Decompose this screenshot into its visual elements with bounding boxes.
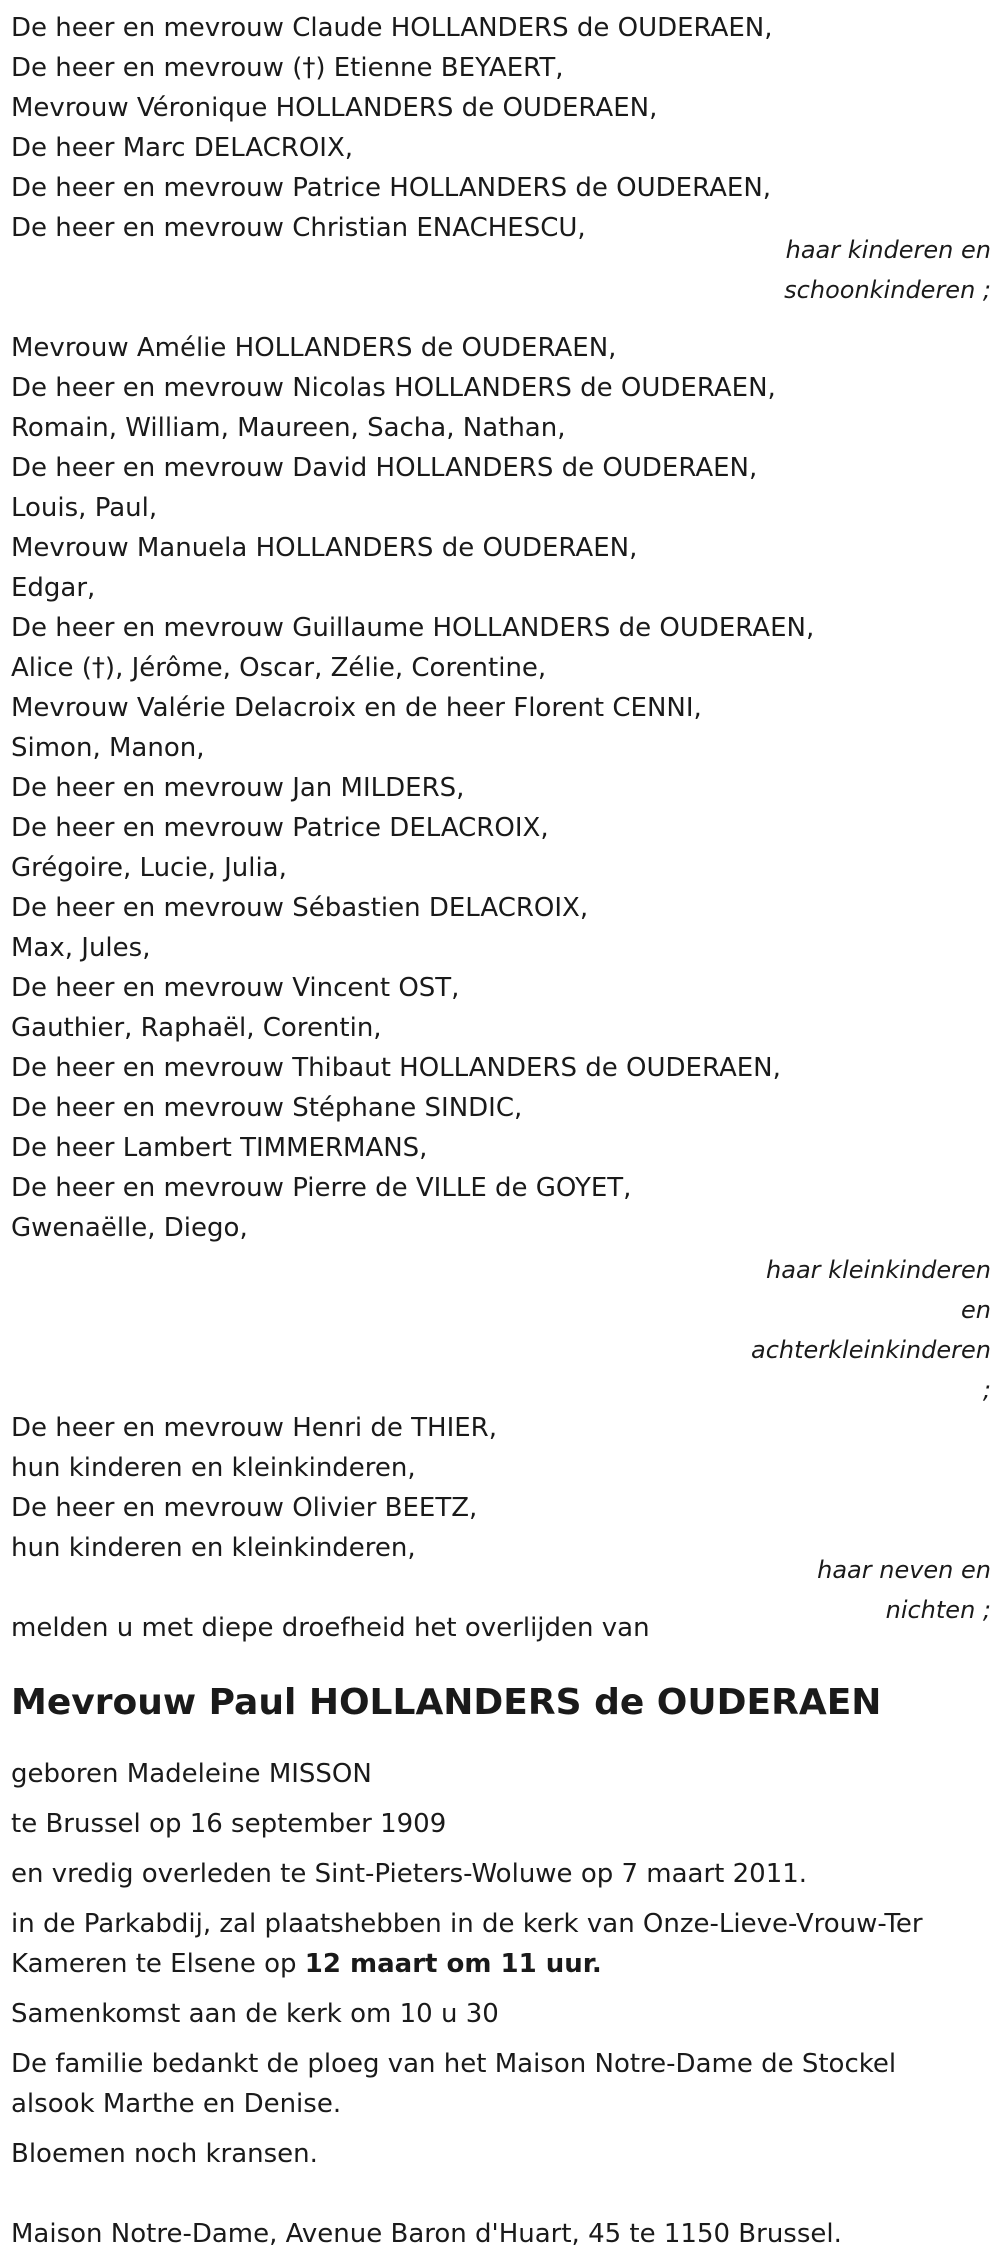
- relation-line: haar kleinkinderen: [766, 1256, 991, 1284]
- list-item: De heer en mevrouw David HOLLANDERS de OUDERAEN,: [11, 453, 758, 483]
- children-relation-label: [784, 230, 991, 310]
- list-item: De heer Marc DELACROIX,: [11, 133, 354, 163]
- list-item: De heer en mevrouw Patrice HOLLANDERS de OUDERAEN,: [11, 173, 772, 203]
- grandchildren-relation-label: [751, 1250, 991, 1410]
- list-item: De heer en mevrouw Guillaume HOLLANDERS de OUDERAEN,: [11, 613, 815, 643]
- list-item: hun kinderen en kleinkinderen,: [11, 1453, 416, 1483]
- list-item: Louis, Paul,: [11, 493, 158, 523]
- death-place-date: en vredig overleden te Sint-Pieters-Woluwe op 7 maart 2011.: [11, 1859, 808, 1889]
- list-item: Max, Jules,: [11, 933, 151, 963]
- list-item: De heer Lambert TIMMERMANS,: [11, 1133, 428, 1163]
- list-item: hun kinderen en kleinkinderen,: [11, 1533, 416, 1563]
- relation-line: nichten ;: [885, 1596, 991, 1624]
- list-item: De heer en mevrouw Henri de THIER,: [11, 1413, 498, 1443]
- list-item: De heer en mevrouw Nicolas HOLLANDERS de OUDERAEN,: [11, 373, 776, 403]
- deceased-name: Mevrouw Paul HOLLANDERS de OUDERAEN: [11, 1682, 882, 1723]
- nephews-list: [11, 1408, 991, 1568]
- relation-line: en: [961, 1296, 991, 1324]
- thanks-note: De familie bedankt de ploeg van het Maison Notre-Dame de Stockel alsook Marthe en Denise.: [11, 2049, 897, 2119]
- birth-name: geboren Madeleine MISSON: [11, 1759, 372, 1789]
- address: Maison Notre-Dame, Avenue Baron d'Huart, 45 te 1150 Brussel.: [11, 2219, 842, 2249]
- obituary-document: [11, 8, 991, 2254]
- relation-line: haar kinderen en: [785, 236, 991, 264]
- children-list: [11, 8, 991, 248]
- ceremony-time: 12 maart om 11 uur.: [304, 1949, 602, 1979]
- grandchildren-list: [11, 328, 991, 1248]
- relation-line: achterkleinkinderen: [751, 1336, 991, 1364]
- list-item: Edgar,: [11, 573, 96, 603]
- list-item: De heer en mevrouw Christian ENACHESCU,: [11, 213, 586, 243]
- list-item: De heer en mevrouw Pierre de VILLE de GOYET,: [11, 1173, 632, 1203]
- ceremony-text: in de Parkabdij, zal plaatshebben in de kerk van Onze-Lieve-Vrouw-Ter Kameren te Elsene op: [11, 1909, 923, 1979]
- list-item: De heer en mevrouw Patrice DELACROIX,: [11, 813, 549, 843]
- list-item: De heer en mevrouw Jan MILDERS,: [11, 773, 465, 803]
- list-item: De heer en mevrouw Claude HOLLANDERS de OUDERAEN,: [11, 13, 773, 43]
- list-item: De heer en mevrouw Stéphane SINDIC,: [11, 1093, 523, 1123]
- list-item: De heer en mevrouw Thibaut HOLLANDERS de OUDERAEN,: [11, 1053, 781, 1083]
- relation-line: haar neven en: [817, 1556, 991, 1584]
- list-item: De heer en mevrouw Olivier BEETZ,: [11, 1493, 478, 1523]
- nephews-group: [11, 1408, 991, 1648]
- list-item: De heer en mevrouw Vincent OST,: [11, 973, 460, 1003]
- list-item: Mevrouw Valérie Delacroix en de heer Florent CENNI,: [11, 693, 702, 723]
- list-item: Mevrouw Amélie HOLLANDERS de OUDERAEN,: [11, 333, 617, 363]
- grandchildren-group: [11, 328, 991, 1408]
- children-group: [11, 8, 991, 328]
- flowers-note: Bloemen noch kransen.: [11, 2139, 318, 2169]
- list-item: De heer en mevrouw (†) Etienne BEYAERT,: [11, 53, 564, 83]
- list-item: Grégoire, Lucie, Julia,: [11, 853, 287, 883]
- list-item: Mevrouw Manuela HOLLANDERS de OUDERAEN,: [11, 533, 638, 563]
- list-item: Romain, William, Maureen, Sacha, Nathan,: [11, 413, 566, 443]
- list-item: Alice (†), Jérôme, Oscar, Zélie, Corentine,: [11, 653, 547, 683]
- list-item: Mevrouw Véronique HOLLANDERS de OUDERAEN,: [11, 93, 658, 123]
- relation-line: ;: [982, 1376, 991, 1404]
- list-item: Gauthier, Raphaël, Corentin,: [11, 1013, 382, 1043]
- gathering-info: Samenkomst aan de kerk om 10 u 30: [11, 1999, 499, 2029]
- list-item: Simon, Manon,: [11, 733, 205, 763]
- birth-place-date: te Brussel op 16 september 1909: [11, 1809, 447, 1839]
- announcement: melden u met diepe droefheid het overlijden van: [11, 1613, 650, 1643]
- relation-line: schoonkinderen ;: [784, 276, 991, 304]
- nephews-relation-label: [817, 1550, 991, 1630]
- ceremony-info: [11, 1904, 941, 1984]
- list-item: Gwenaëlle, Diego,: [11, 1213, 248, 1243]
- list-item: De heer en mevrouw Sébastien DELACROIX,: [11, 893, 589, 923]
